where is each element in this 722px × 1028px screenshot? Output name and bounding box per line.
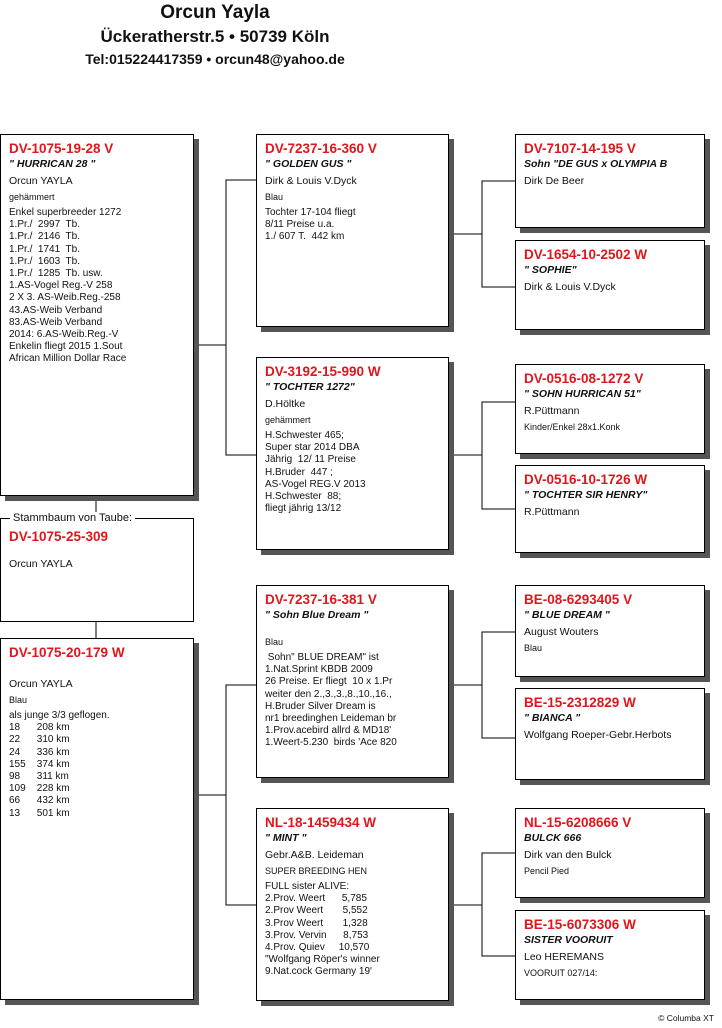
pigeon-color: Blau bbox=[265, 192, 284, 202]
ring-number: DV-0516-08-1272 V bbox=[524, 371, 644, 386]
pedigree-card-mfm bbox=[515, 688, 705, 780]
pigeon-color: gehämmert bbox=[265, 415, 311, 425]
pigeon-notes: H.Schwester 465; Super star 2014 DBA Jährig 12/ 11 Preise H.Bruder 447 ; AS-Vogel REG.V 2013 H.Schwester 88; fliegt jährig 13/12 bbox=[265, 430, 366, 515]
owner-name: Dirk & Louis V.Dyck bbox=[524, 281, 616, 293]
owner-name: R.Püttmann bbox=[524, 405, 580, 417]
owner-name: Orcun YAYLA bbox=[9, 678, 73, 690]
pigeon-notes: Sohn" BLUE DREAM" ist 1.Nat.Sprint KBDB 2009 26 Preise. Er fliegt 10 x 1.Pr weiter den 2.,3.,3.,8.,10.,16., H.Bruder Silver Dream is nr1 breedinghen Leideman br 1.Prov.acebird allrd & MD18' 1.Weert-5.230 birds 'Ace 820 bbox=[265, 652, 397, 749]
ring-number: BE-15-6073306 W bbox=[524, 917, 636, 932]
pedigree-card-fmm bbox=[515, 465, 705, 553]
pigeon-color: Blau bbox=[524, 643, 543, 653]
ring-number: DV-1075-25-309 bbox=[9, 529, 109, 544]
pedigree-card-subject bbox=[0, 518, 194, 622]
pigeon-name: " BLUE DREAM " bbox=[524, 609, 610, 621]
owner-name: Wolfgang Roeper-Gebr.Herbots bbox=[524, 729, 672, 741]
pedigree-card-mf bbox=[256, 585, 449, 778]
pigeon-name: SISTER VOORUIT bbox=[524, 934, 613, 946]
breeder-name: Orcun Yayla bbox=[160, 2, 270, 23]
pigeon-notes: Tochter 17-104 fliegt 8/11 Preise u.a. 1./ 607 T. 442 km bbox=[265, 207, 356, 243]
ring-number: DV-7237-16-360 V bbox=[265, 141, 377, 156]
pigeon-color: VOORUIT 027/14: bbox=[524, 968, 598, 978]
ring-number: DV-1075-20-179 W bbox=[9, 645, 125, 660]
owner-name: R.Püttmann bbox=[524, 506, 580, 518]
pigeon-name: " SOPHIE" bbox=[524, 264, 577, 276]
pigeon-name: " TOCHTER 1272" bbox=[265, 381, 355, 393]
ring-number: DV-7107-14-195 V bbox=[524, 141, 636, 156]
breeder-address: Ückeratherstr.5 • 50739 Köln bbox=[100, 27, 330, 46]
owner-name: August Wouters bbox=[524, 626, 599, 638]
pedigree-card-mother bbox=[0, 638, 194, 1000]
pigeon-name: " Sohn Blue Dream " bbox=[265, 609, 369, 621]
pedigree-label: Stammbaum von Taube: bbox=[10, 512, 135, 524]
pigeon-name: BULCK 666 bbox=[524, 832, 582, 844]
pedigree-card-fmf bbox=[515, 364, 705, 454]
pedigree-card-fff bbox=[515, 134, 705, 228]
pigeon-color: Kinder/Enkel 28x1.Konk bbox=[524, 422, 621, 432]
pedigree-card-mmf bbox=[515, 808, 705, 898]
owner-name: Orcun YAYLA bbox=[9, 175, 73, 187]
pigeon-name: " TOCHTER SIR HENRY" bbox=[524, 489, 648, 501]
ring-number: NL-15-6208666 V bbox=[524, 815, 632, 830]
owner-name: D.Höltke bbox=[265, 398, 306, 410]
owner-name: Dirk & Louis V.Dyck bbox=[265, 175, 357, 187]
pedigree-card-ffm bbox=[515, 240, 705, 330]
pedigree-card-mmm bbox=[515, 910, 705, 1000]
owner-name: Orcun YAYLA bbox=[9, 558, 73, 570]
pigeon-color: Blau bbox=[9, 695, 28, 705]
pigeon-color: SUPER BREEDING HEN bbox=[265, 866, 368, 876]
ring-number: NL-18-1459434 W bbox=[265, 815, 377, 830]
owner-name: Leo HEREMANS bbox=[524, 951, 604, 963]
pigeon-notes: Enkel superbreeder 1272 1.Pr./ 2997 Tb. 1.Pr./ 2146 Tb. 1.Pr./ 1741 Tb. 1.Pr./ 1603 Tb. 1.Pr./ 1285 Tb. usw. 1.AS-Vogel Reg.-V 258 2 X 3. AS-Weib.Reg.-258 43.AS-Weib Verband 83.AS-Weib Verband 2014: 6.AS-Weib.Reg.-V Enkelin fliegt 2015 1.Sout African Million Dollar Race bbox=[9, 207, 127, 365]
pedigree-card-mm bbox=[256, 808, 449, 1001]
pigeon-notes: als junge 3/3 geflogen. 18 208 km 22 310 km 24 336 km 155 374 km 98 311 km 109 228 km 66 432 km 13 501 km bbox=[9, 710, 110, 819]
ring-number: DV-7237-16-381 V bbox=[265, 592, 377, 607]
owner-name: Gebr.A&B. Leideman bbox=[265, 849, 364, 861]
pigeon-name: " GOLDEN GUS " bbox=[265, 158, 352, 170]
software-credit: © Columba XT bbox=[658, 1013, 714, 1023]
ring-number: DV-0516-10-1726 W bbox=[524, 472, 648, 487]
ring-number: BE-08-6293405 V bbox=[524, 592, 633, 607]
pedigree-card-ff bbox=[256, 134, 449, 327]
pigeon-name: " BIANCA " bbox=[524, 712, 581, 724]
owner-name: Dirk van den Bulck bbox=[524, 849, 612, 861]
ring-number: DV-3192-15-990 W bbox=[265, 364, 381, 379]
pigeon-name: Sohn "DE GUS x OLYMPIA B bbox=[524, 158, 668, 170]
pedigree-card-mff bbox=[515, 585, 705, 677]
ring-number: DV-1075-19-28 V bbox=[9, 141, 114, 156]
pigeon-notes: FULL sister ALIVE: 2.Prov. Weert 5,785 2.Prov Weert 5,552 3.Prov Weert 1,328 3.Prov. Vervin 8,753 4.Prov. Quiev 10,570 "Wolfgang Röper's winner 9.Nat.cock Germany 19' bbox=[265, 881, 380, 978]
pigeon-color: Pencil Pied bbox=[524, 866, 570, 876]
pigeon-color: gehämmert bbox=[9, 192, 55, 202]
pedigree-card-fm bbox=[256, 357, 449, 550]
ring-number: BE-15-2312829 W bbox=[524, 695, 636, 710]
owner-name: Dirk De Beer bbox=[524, 175, 585, 187]
breeder-contact: Tel:015224417359 • orcun48@yahoo.de bbox=[85, 51, 345, 67]
pigeon-name: " HURRICAN 28 " bbox=[9, 158, 96, 170]
ring-number: DV-1654-10-2502 W bbox=[524, 247, 648, 262]
pigeon-name: " SOHN HURRICAN 51" bbox=[524, 388, 641, 400]
pigeon-name: " MINT " bbox=[265, 832, 307, 844]
pigeon-color: Blau bbox=[265, 637, 284, 647]
pedigree-card-father bbox=[0, 134, 194, 496]
